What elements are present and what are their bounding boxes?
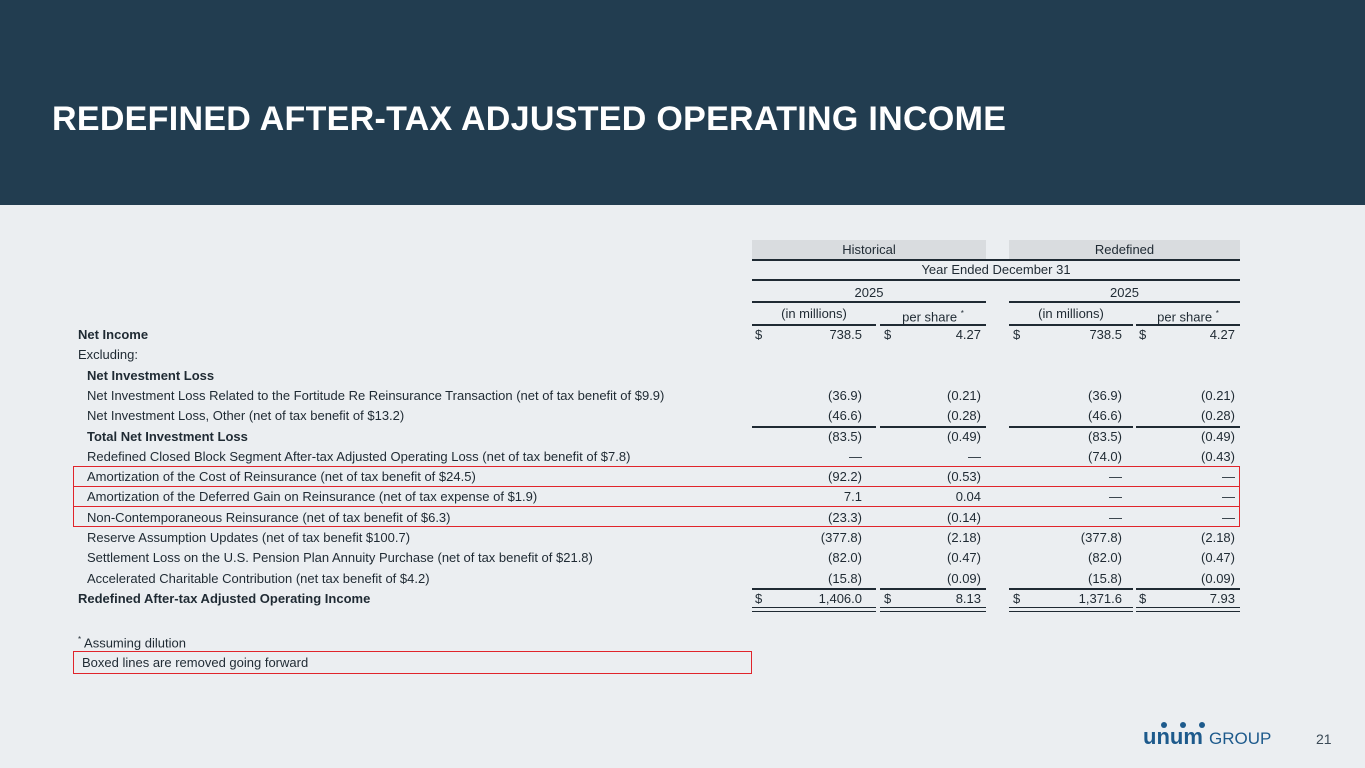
- redefined-per-share-value: —: [1222, 489, 1235, 505]
- row-label: Non-Contemporaneous Reinsurance (net of tax benefit of $6.3): [87, 509, 451, 525]
- row-label: Redefined Closed Block Segment After-tax Adjusted Operating Loss (net of tax benefit of $7.8): [87, 448, 631, 464]
- rule: [880, 324, 986, 326]
- historical-millions-value: (46.6): [828, 408, 862, 424]
- redefined-year: 2025: [1110, 285, 1139, 300]
- redefined-millions-value: (74.0): [1088, 448, 1122, 464]
- historical-per-share-value: 0.04: [955, 489, 981, 505]
- rule: [752, 301, 986, 303]
- rule: [880, 588, 986, 590]
- dollar-sign: $: [755, 590, 763, 606]
- row-label: Net Investment Loss: [87, 367, 215, 383]
- rule: [752, 426, 876, 428]
- period-header: Year Ended December 31: [921, 262, 1071, 277]
- historical-per-share-value: (0.09): [947, 570, 981, 586]
- redefined-per-share-value: (0.47): [1201, 550, 1235, 566]
- redefined-millions-value: (83.5): [1088, 428, 1122, 444]
- redefined-millions-value: 738.5: [1089, 327, 1122, 342]
- redefined-millions-value: (46.6): [1088, 408, 1122, 424]
- historical-millions-value: (377.8): [820, 530, 862, 545]
- rule: [752, 324, 876, 326]
- double-rule: [1009, 607, 1133, 612]
- row-label: Net Investment Loss Related to the Fortitude Re Reinsurance Transaction (net of tax benefit of $9.9): [87, 387, 665, 403]
- double-rule: [752, 607, 876, 612]
- svg-text:GROUP: GROUP: [1209, 729, 1272, 748]
- double-rule: [880, 607, 986, 612]
- historical-year: 2025: [854, 285, 884, 300]
- redefined-millions-value: (82.0): [1088, 550, 1122, 566]
- historical-per-share-value: 8.13: [955, 590, 981, 606]
- rule: [880, 426, 986, 428]
- dollar-sign: $: [1139, 590, 1147, 606]
- svg-text:unum: unum: [1143, 724, 1203, 749]
- historical-millions-value: (83.5): [828, 428, 862, 444]
- historical-header: Historical: [842, 242, 896, 257]
- redefined-per-share-header: per share *: [1157, 309, 1219, 325]
- row-label: Excluding:: [78, 347, 138, 363]
- page-number: 21: [1316, 731, 1332, 747]
- historical-millions-value: 1,406.0: [818, 590, 862, 606]
- unum-group-logo: [1143, 720, 1288, 750]
- historical-millions-value: 738.5: [829, 327, 862, 342]
- rule: [1136, 426, 1240, 428]
- historical-millions-value: (82.0): [828, 550, 862, 566]
- removed-line-box: [73, 466, 1240, 487]
- historical-millions-value: (15.8): [828, 570, 862, 586]
- row-label: Reserve Assumption Updates (net of tax benefit $100.7): [87, 530, 411, 545]
- row-label: Amortization of the Deferred Gain on Reinsurance (net of tax expense of $1.9): [87, 489, 538, 505]
- row-label: Net Income: [78, 327, 149, 342]
- redefined-header: Redefined: [1094, 242, 1155, 257]
- redefined-per-share-value: (0.21): [1201, 387, 1235, 403]
- historical-per-share-value: (0.14): [947, 509, 981, 525]
- rule: [752, 279, 1240, 281]
- dollar-sign: $: [1139, 327, 1147, 342]
- redefined-millions-value: —: [1109, 469, 1122, 485]
- historical-per-share-value: (0.21): [947, 387, 981, 403]
- historical-millions-header: (in millions): [781, 306, 847, 321]
- redefined-millions-value: 1,371.6: [1078, 590, 1122, 606]
- historical-per-share-header: per share *: [902, 309, 964, 325]
- rule: [1009, 301, 1240, 303]
- row-label: Accelerated Charitable Contribution (net tax benefit of $4.2): [87, 570, 430, 586]
- redefined-millions-header: (in millions): [1038, 306, 1104, 321]
- historical-millions-value: —: [849, 448, 862, 464]
- row-label: Amortization of the Cost of Reinsurance (net of tax benefit of $24.5): [87, 469, 476, 485]
- rule: [1009, 426, 1133, 428]
- redefined-per-share-value: —: [1222, 469, 1235, 485]
- dollar-sign: $: [884, 327, 892, 342]
- historical-millions-value: (92.2): [828, 469, 862, 485]
- row-label: Net Investment Loss, Other (net of tax benefit of $13.2): [87, 408, 405, 424]
- rule: [752, 588, 876, 590]
- dollar-sign: $: [1013, 590, 1021, 606]
- historical-per-share-value: (2.18): [947, 530, 981, 545]
- double-rule: [1136, 607, 1240, 612]
- redefined-per-share-value: 4.27: [1209, 327, 1235, 342]
- redefined-per-share-value: (0.09): [1201, 570, 1235, 586]
- header-banner: [0, 0, 1365, 205]
- redefined-per-share-value: 7.93: [1209, 590, 1235, 606]
- removed-line-box: [73, 506, 1240, 527]
- row-label: Total Net Investment Loss: [87, 428, 248, 444]
- historical-per-share-value: 4.27: [955, 327, 981, 342]
- redefined-millions-value: (15.8): [1088, 570, 1122, 586]
- historical-per-share-value: (0.49): [947, 428, 981, 444]
- historical-per-share-value: (0.53): [947, 469, 981, 485]
- dollar-sign: $: [755, 327, 763, 342]
- rule: [752, 259, 1240, 261]
- rule: [1136, 588, 1240, 590]
- redefined-per-share-value: (0.28): [1201, 408, 1235, 424]
- historical-per-share-value: —: [968, 448, 981, 464]
- historical-per-share-value: (0.28): [947, 408, 981, 424]
- redefined-millions-value: —: [1109, 509, 1122, 525]
- dollar-sign: $: [884, 590, 892, 606]
- dollar-sign: $: [1013, 327, 1021, 342]
- removed-line-box: [73, 486, 1240, 507]
- row-label: Redefined After-tax Adjusted Operating Income: [78, 590, 371, 606]
- row-label: Settlement Loss on the U.S. Pension Plan Annuity Purchase (net of tax benefit of $21.8): [87, 550, 593, 566]
- historical-millions-value: 7.1: [843, 489, 862, 505]
- footnote: * Assuming dilution: [78, 635, 186, 651]
- historical-millions-value: (36.9): [828, 387, 862, 403]
- redefined-millions-value: (377.8): [1080, 530, 1122, 545]
- rule: [1009, 588, 1133, 590]
- redefined-per-share-value: (0.49): [1201, 428, 1235, 444]
- historical-per-share-value: (0.47): [947, 550, 981, 566]
- redefined-per-share-value: (2.18): [1201, 530, 1235, 545]
- rule: [1136, 324, 1240, 326]
- page-title: REDEFINED AFTER-TAX ADJUSTED OPERATING INCOME: [52, 100, 1007, 138]
- redefined-millions-value: (36.9): [1088, 387, 1122, 403]
- historical-millions-value: (23.3): [828, 509, 862, 525]
- rule: [1009, 324, 1133, 326]
- redefined-per-share-value: —: [1222, 509, 1235, 525]
- redefined-per-share-value: (0.43): [1201, 448, 1235, 464]
- boxed-note: Boxed lines are removed going forward: [82, 655, 309, 670]
- redefined-millions-value: —: [1109, 489, 1122, 505]
